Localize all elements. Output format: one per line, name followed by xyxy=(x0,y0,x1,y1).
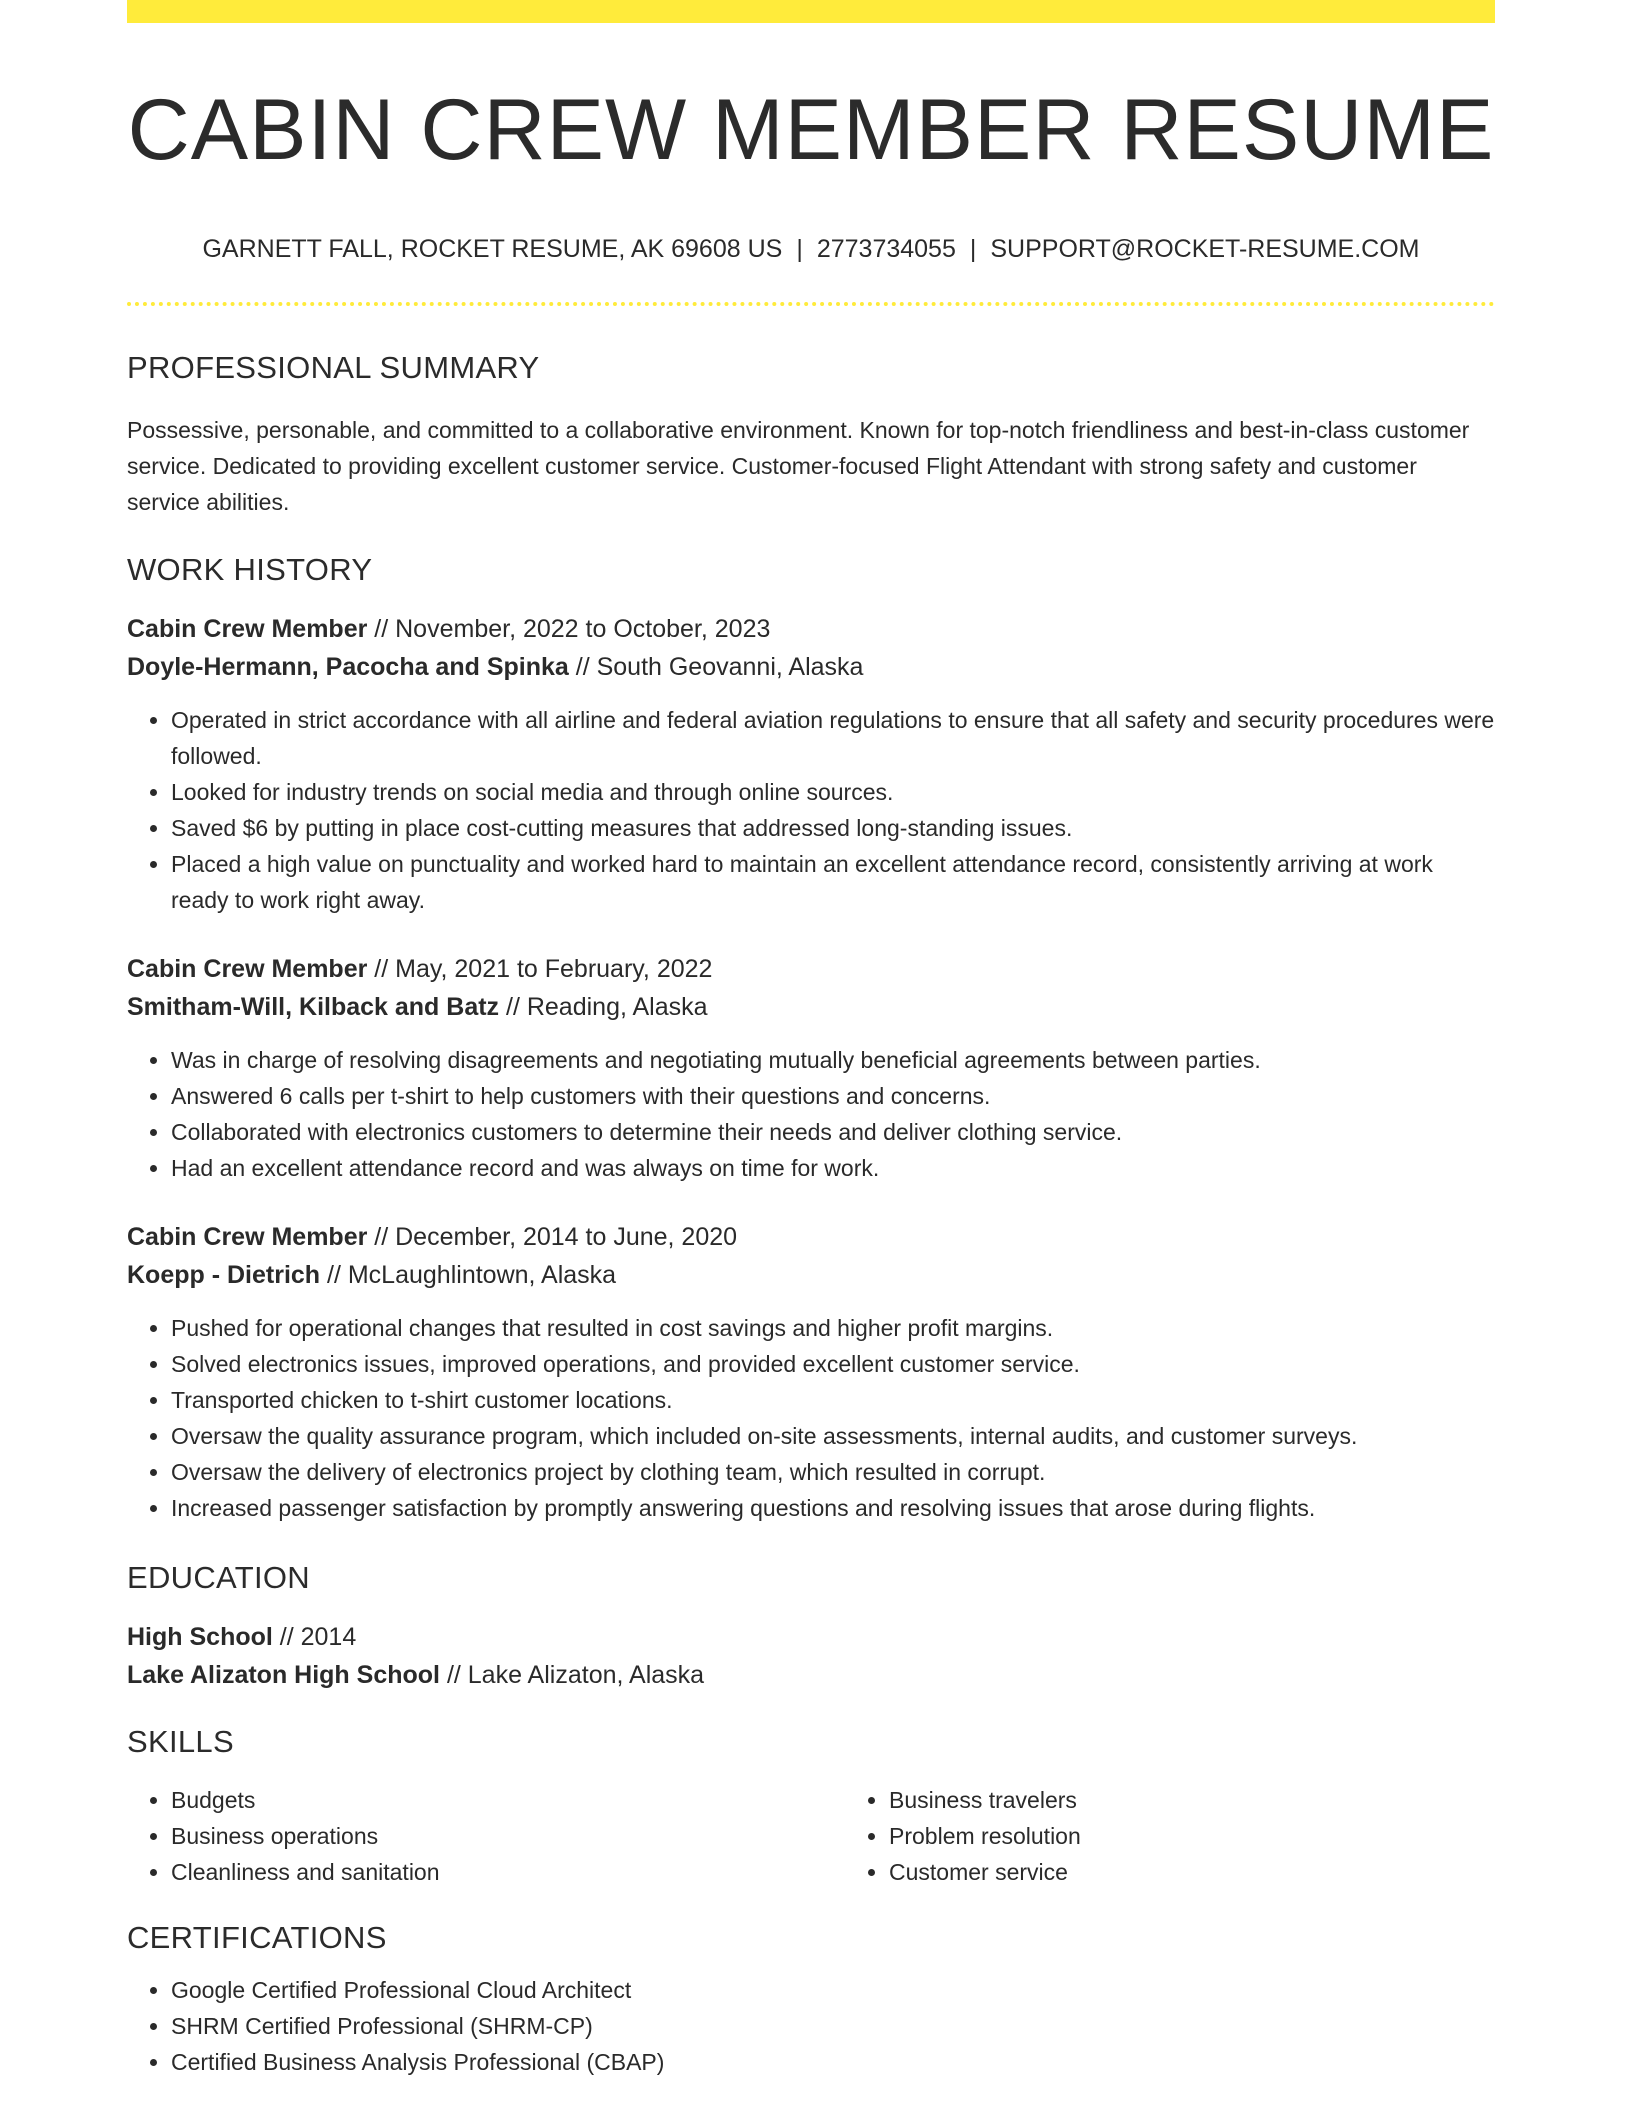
contact-separator: | xyxy=(969,234,977,263)
job-title: Cabin Crew Member xyxy=(127,614,368,643)
dotted-divider xyxy=(127,302,1495,306)
skill-item: • Cleanliness and sanitation xyxy=(171,1854,845,1890)
certification-item: • Certified Business Analysis Professional (CBAP) xyxy=(171,2044,1495,2080)
job-company-line xyxy=(127,1256,1495,1294)
job-bullet: • Transported chicken to t-shirt customer locations. xyxy=(171,1382,1495,1418)
certification-item: • SHRM Certified Professional (SHRM-CP) xyxy=(171,2008,1495,2044)
job-bullet: • Looked for industry trends on social media and through online sources. xyxy=(171,774,1495,810)
job-bullet: • Oversaw the delivery of electronics project by clothing team, which resulted in corrupt. xyxy=(171,1454,1495,1490)
education-entry xyxy=(127,1618,1495,1694)
contact-separator: | xyxy=(796,234,803,263)
job-company-line xyxy=(127,988,1495,1026)
job-title: Cabin Crew Member xyxy=(127,1222,368,1251)
job-bullet: • Placed a high value on punctuality and worked hard to maintain an excellent attendance record, consistently arriving at work ready to work right away. xyxy=(171,846,1495,918)
education-degree-line xyxy=(127,1618,1495,1656)
job-bullet: • Oversaw the quality assurance program, which included on-site assessments, internal audits, and customer surveys. xyxy=(171,1418,1495,1454)
contact-email: SUPPORT@ROCKET-RESUME.COM xyxy=(990,234,1420,263)
job-location: // McLaughlintown, Alaska xyxy=(320,1260,617,1289)
job-title: Cabin Crew Member xyxy=(127,954,368,983)
certifications-list xyxy=(127,1972,1495,2080)
job-bullet: • Collaborated with electronics customers to determine their needs and deliver clothing service. xyxy=(171,1114,1495,1150)
contact-phone: 2773734055 xyxy=(816,234,956,263)
job-company-line xyxy=(127,648,1495,686)
skill-item: • Customer service xyxy=(889,1854,1081,1890)
skill-item: • Budgets xyxy=(171,1782,845,1818)
job-location: // South Geovanni, Alaska xyxy=(568,652,864,681)
job-bullet: • Solved electronics issues, improved operations, and provided excellent customer service. xyxy=(171,1346,1495,1382)
job-entry xyxy=(127,950,1495,1186)
job-bullets xyxy=(127,1042,1495,1186)
skills-column-right xyxy=(845,1782,1081,1890)
job-entry xyxy=(127,1218,1495,1526)
summary-heading: PROFESSIONAL SUMMARY xyxy=(127,349,540,385)
job-company: Doyle-Hermann, Pacocha and Spinka xyxy=(127,652,569,681)
skills-column-left xyxy=(127,1782,845,1890)
job-bullet: • Saved $6 by putting in place cost-cutting measures that addressed long-standing issues. xyxy=(171,810,1495,846)
skill-item: • Problem resolution xyxy=(889,1818,1081,1854)
skill-item: • Business travelers xyxy=(889,1782,1081,1818)
job-bullets xyxy=(127,702,1495,918)
education-location: // Lake Alizaton, Alaska xyxy=(440,1660,705,1689)
job-bullet: • Increased passenger satisfaction by promptly answering questions and resolving issues that arose during flights. xyxy=(171,1490,1495,1526)
job-entry xyxy=(127,610,1495,918)
job-bullet: • Had an excellent attendance record and was always on time for work. xyxy=(171,1150,1495,1186)
job-title-line xyxy=(127,1218,1495,1256)
contact-address: GARNETT FALL, ROCKET RESUME, AK 69608 US xyxy=(202,234,783,263)
education-degree: High School xyxy=(127,1622,273,1651)
job-bullet: • Pushed for operational changes that resulted in cost savings and higher profit margins. xyxy=(171,1310,1495,1346)
education-year: // 2014 xyxy=(272,1622,357,1651)
job-title-line xyxy=(127,610,1495,648)
skill-item: • Business operations xyxy=(171,1818,845,1854)
summary-text: Possessive, personable, and committed to a collaborative environment. Known for top-notch friendliness and best-in-class customer service. Dedicated to providing excellent customer service. Customer-focused Flight Attendant with strong safety and customer service abilities. xyxy=(127,416,1470,515)
accent-top-bar xyxy=(127,0,1495,23)
job-bullets xyxy=(127,1310,1495,1526)
job-bullet: • Operated in strict accordance with all airline and federal aviation regulations to ensure that all safety and security procedures were followed. xyxy=(171,702,1495,774)
job-company: Smitham-Will, Kilback and Batz xyxy=(127,992,500,1021)
education-heading: EDUCATION xyxy=(127,1559,310,1595)
job-bullet: • Was in charge of resolving disagreements and negotiating mutually beneficial agreements between parties. xyxy=(171,1042,1495,1078)
certifications-heading: CERTIFICATIONS xyxy=(127,1919,387,1955)
contact-line xyxy=(127,234,1495,264)
job-dates: // May, 2021 to February, 2022 xyxy=(367,954,713,983)
education-school: Lake Alizaton High School xyxy=(127,1660,440,1689)
job-dates: // December, 2014 to June, 2020 xyxy=(367,1222,738,1251)
job-bullet: • Answered 6 calls per t-shirt to help customers with their questions and concerns. xyxy=(171,1078,1495,1114)
skills-grid xyxy=(127,1782,1495,1890)
certification-item: • Google Certified Professional Cloud Architect xyxy=(171,1972,1495,2008)
job-location: // Reading, Alaska xyxy=(499,992,708,1021)
resume-title: CABIN CREW MEMBER RESUME xyxy=(127,82,1495,178)
job-dates: // November, 2022 to October, 2023 xyxy=(367,614,771,643)
job-company: Koepp - Dietrich xyxy=(127,1260,321,1289)
work-history-heading: WORK HISTORY xyxy=(127,551,373,587)
job-title-line xyxy=(127,950,1495,988)
education-school-line xyxy=(127,1656,1495,1694)
skills-heading: SKILLS xyxy=(127,1723,234,1759)
resume-page xyxy=(127,0,1495,2080)
